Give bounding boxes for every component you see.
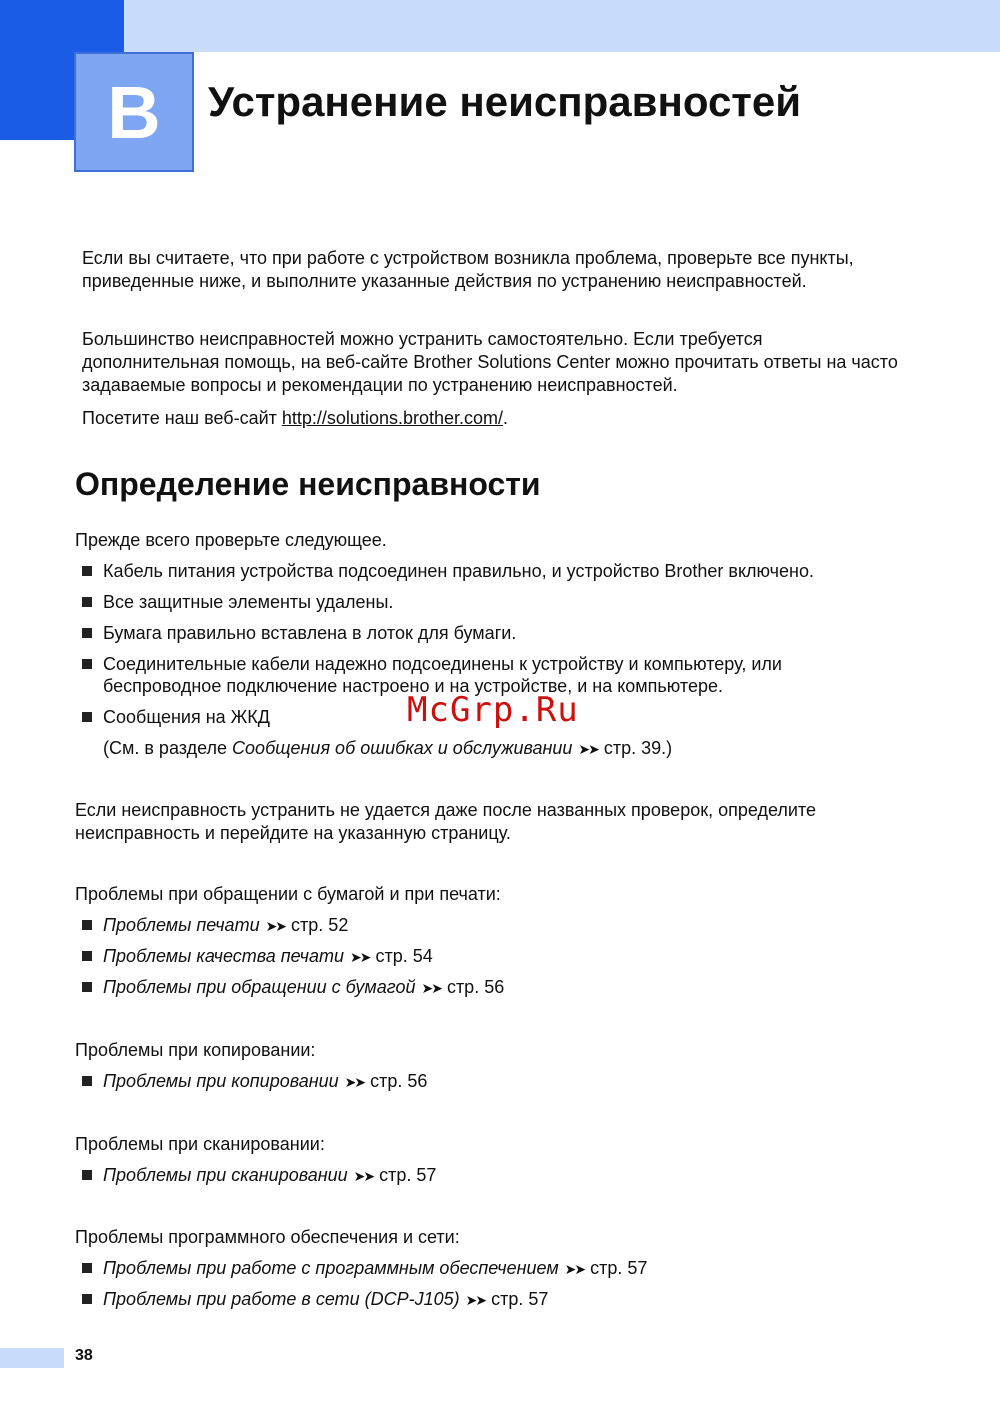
ref-link[interactable]: Проблемы при работе с программным обеспечением (103, 1258, 559, 1278)
period: . (503, 408, 509, 428)
ref-link[interactable]: Проблемы при работе в сети (DCP-J105) (103, 1289, 460, 1309)
bullet-square-icon (82, 1263, 92, 1273)
check-text: Все защитные элементы удалены. (103, 592, 394, 612)
ref-page: стр. 57 (379, 1165, 437, 1185)
intro-paragraph-1: Если вы считаете, что при работе с устройством возникла проблема, проверьте все пункты, приведенные ниже, и выполните указанные действия по устранению неисправностей. (82, 248, 854, 291)
bullet-square-icon (82, 1294, 92, 1304)
ref-item (82, 914, 942, 937)
print-group-heading: Проблемы при обращении с бумагой и при печати: (75, 884, 501, 904)
section-lead: Прежде всего проверьте следующее. (75, 530, 387, 550)
check-text: Соединительные кабели надежно подсоединены к устройству и компьютеру, или беспроводное подключение настроено и на устройстве, и на компьютере. (103, 654, 782, 696)
bullet-square-icon (82, 1076, 92, 1086)
chapter-title: Устранение неисправностей (208, 78, 802, 125)
ref-item (82, 1070, 942, 1093)
ref-link[interactable]: Проблемы качества печати (103, 946, 345, 966)
ref-item (82, 1257, 942, 1280)
copy-group-heading: Проблемы при копировании: (75, 1040, 316, 1060)
ref-page: стр. 56 (446, 977, 505, 997)
bullet-square-icon (82, 951, 92, 961)
lcd-note-ref[interactable]: Сообщения об ошибках и обслуживании (232, 738, 573, 758)
solutions-link[interactable]: http://solutions.brother.com/ (281, 408, 504, 428)
ref-page: стр. 57 (491, 1289, 549, 1309)
ref-link[interactable]: Проблемы при обращении с бумагой (103, 977, 416, 997)
section-title: Определение неисправности (75, 466, 541, 502)
ref-page: стр. 56 (370, 1071, 428, 1091)
bullet-square-icon (82, 597, 92, 607)
after-paragraph: Если неисправность устранить не удается даже после названных проверок, определите неисправность и перейдите на указанную страницу. (75, 800, 817, 843)
lcd-note-prefix: (См. в разделе (103, 738, 233, 758)
ref-item (82, 945, 942, 968)
software-group-heading: Проблемы программного обеспечения и сети: (75, 1227, 460, 1247)
watermark: McGrp.Ru (407, 690, 579, 730)
double-arrow-icon: ➤➤ (421, 980, 441, 996)
bullet-square-icon (82, 566, 92, 576)
double-arrow-icon: ➤➤ (564, 1261, 585, 1277)
ref-link[interactable]: Проблемы при копировании (103, 1071, 339, 1091)
scan-group-heading: Проблемы при сканировании: (75, 1134, 325, 1154)
check-text: Кабель питания устройства подсоединен правильно, и устройство Brother включено. (103, 561, 814, 581)
bullet-square-icon (82, 982, 92, 992)
intro-paragraph-3 (82, 407, 902, 430)
ref-page: стр. 57 (590, 1258, 648, 1278)
ref-item (82, 1288, 942, 1311)
double-arrow-icon: ➤➤ (265, 918, 286, 934)
ref-item (82, 976, 942, 999)
chapter-letter-box: B (74, 52, 194, 172)
check-item (82, 560, 942, 582)
check-item (82, 622, 942, 644)
check-text: Сообщения на ЖКД (103, 707, 270, 727)
lcd-note (103, 737, 672, 760)
double-arrow-icon: ➤➤ (465, 1292, 486, 1308)
check-text: Бумага правильно вставлена в лоток для бумаги. (103, 623, 517, 643)
ref-page: стр. 54 (375, 946, 433, 966)
double-arrow-icon: ➤➤ (353, 1168, 374, 1184)
double-arrow-icon: ➤➤ (578, 741, 598, 757)
bullet-square-icon (82, 712, 92, 722)
check-item (82, 591, 942, 613)
bullet-square-icon (82, 920, 92, 930)
visit-text: Посетите наш веб-сайт (82, 408, 282, 428)
double-arrow-icon: ➤➤ (350, 949, 370, 965)
bullet-square-icon (82, 1170, 92, 1180)
intro-paragraph-2: Большинство неисправностей можно устранить самостоятельно. Если требуется дополнительная помощь, на веб-сайте Brother Solutions Center можно прочитать ответы на часто задаваемые вопросы и рекомендации по устранению неисправностей. (82, 329, 898, 395)
bullet-square-icon (82, 659, 92, 669)
header-band (124, 0, 1000, 52)
bullet-square-icon (82, 628, 92, 638)
ref-item (82, 1164, 942, 1187)
page-number-bar (0, 1348, 64, 1368)
ref-link[interactable]: Проблемы при сканировании (103, 1165, 348, 1185)
page-number: 38 (75, 1347, 93, 1364)
double-arrow-icon: ➤➤ (344, 1074, 365, 1090)
ref-page: стр. 52 (291, 915, 349, 935)
lcd-note-page: стр. 39.) (603, 738, 673, 758)
ref-link[interactable]: Проблемы печати (103, 915, 260, 935)
